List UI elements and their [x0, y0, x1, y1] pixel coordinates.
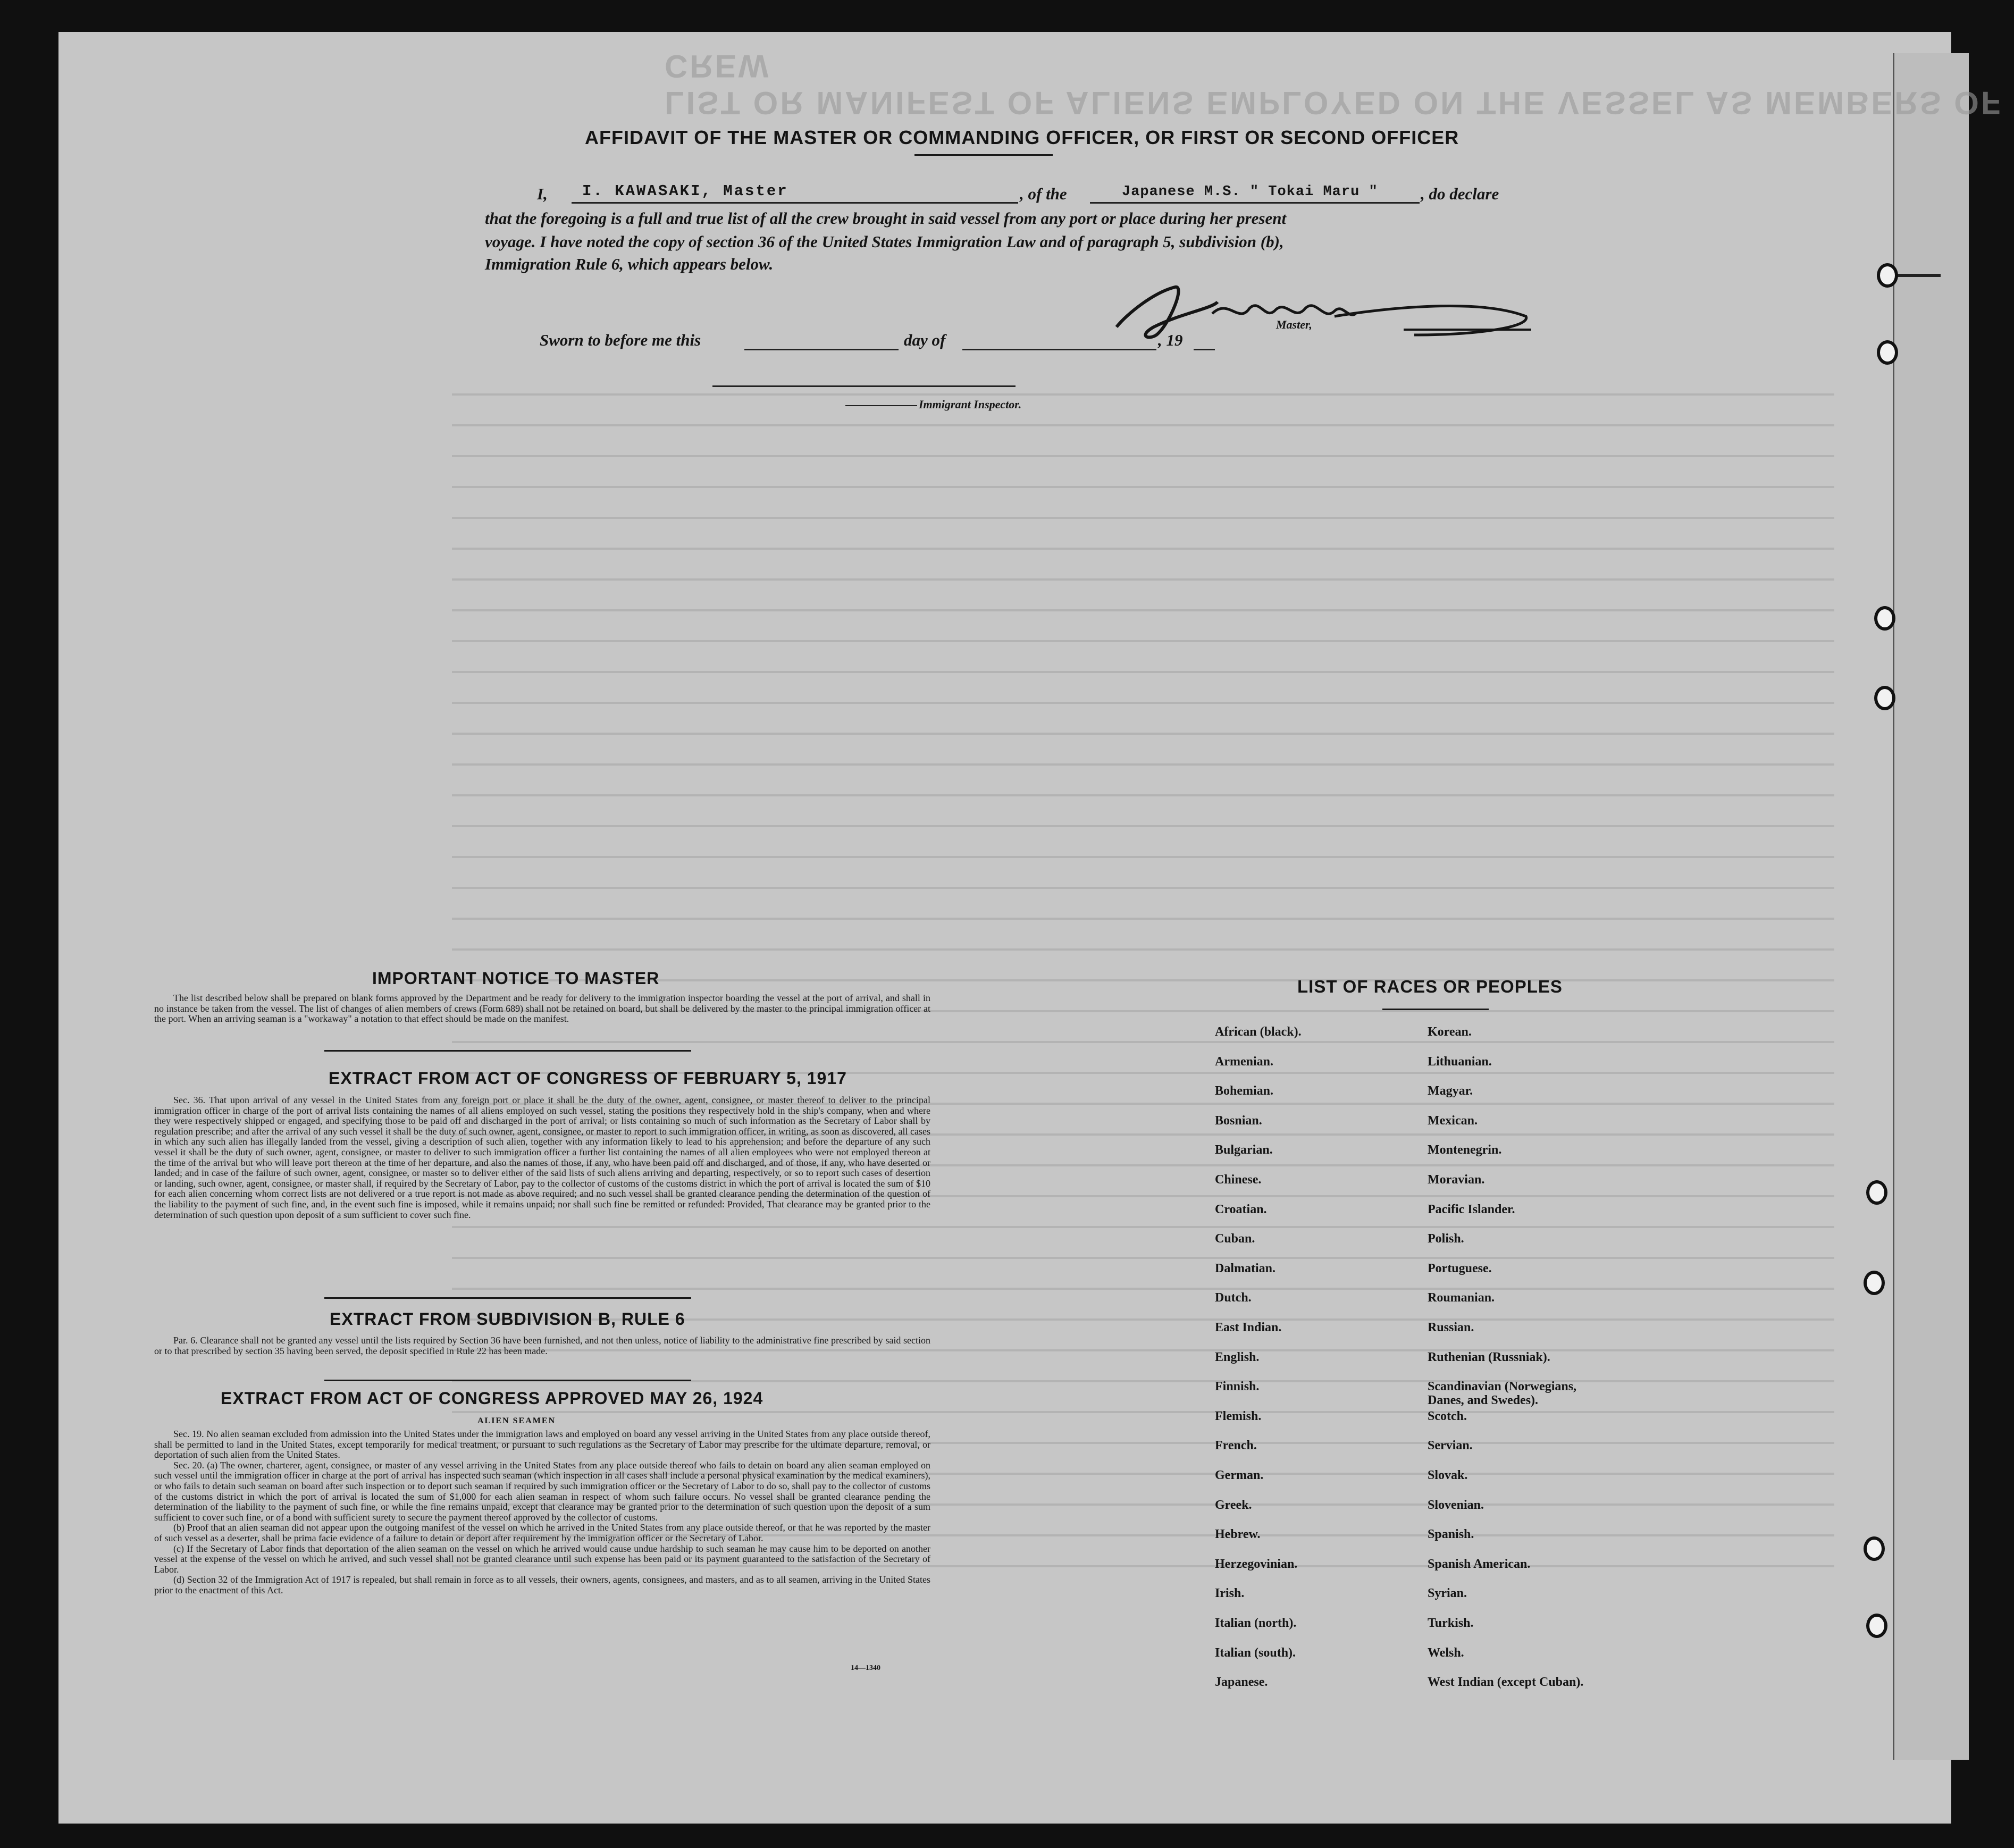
notice-text: The list described below shall be prepared on blank forms approved by the Department and be ready for delivery to the immigration inspector boarding the vessel at the port of arrival, and shall in no instance be taken from the vessel. The list of changes of alien members of crews (Form 689) shall not be retained on board, but shall be delivered by the master to the principal immigration officer at the port. When an arriving seaman is a "workaway" a notation to that effect should be made on the manifest. [154, 993, 930, 1024]
race-item: East Indian. [1215, 1321, 1282, 1334]
race-item: West Indian (except Cuban). [1428, 1675, 1584, 1690]
affidavit-i: I, [537, 184, 548, 203]
extract-1917-title: EXTRACT FROM ACT OF CONGRESS OF FEBRUARY 5, 1917 [329, 1069, 847, 1088]
inspector-dash [845, 405, 917, 406]
form-number: 14—1340 [851, 1664, 880, 1672]
race-item: Slovenian. [1428, 1498, 1484, 1512]
affidavit-title: AFFIDAVIT OF THE MASTER OR COMMANDING OFFICER, OR FIRST OR SECOND OFFICER [585, 127, 1459, 148]
sec-20b: (b) Proof that an alien seaman did not appear upon the outgoing manifest of the vessel on which he arrived in the United States from any place outside thereof, or that he was reported by the master of such vessel as a deserter, shall be prima facie evidence of a failure to detain or deport after requirement by the immigration officer or the Secretary of Labor. [154, 1522, 930, 1543]
sec-20a: Sec. 20. (a) The owner, charterer, agent, consignee, or master of any vessel arriving in the United States from any place outside thereof who fails to detain on board any alien seaman employed on such vessel until the immigration officer in charge at the port of arrival has inspected such seaman (which inspection in all cases shall include a personal physical examination by the medical examiners), or who fails to detain such seaman on board after such inspection or to deport such seaman if required by such immigration officer or the Secretary of Labor to do so, shall pay to the collector of customs of the customs district in which the port of arrival is located the sum of $1,000 for each alien seaman in respect of whom such failure occurs. No vessel shall be granted clearance pending the determination of the liability to the payment of such fine, or while the fine remains unpaid, except that clearance may be granted prior to the determination of such question upon the deposit of a sum sufficient to cover such fine, or of a bond with sufficient surety to secure the payment thereof approved by the collector of customs. [154, 1459, 930, 1523]
race-item: Slovak. [1428, 1468, 1468, 1482]
race-item: Bohemian. [1215, 1084, 1274, 1098]
master-name-line [572, 202, 1018, 204]
race-item: Irish. [1215, 1586, 1245, 1601]
section-rule [324, 1297, 691, 1299]
binding-hole [1866, 1614, 1887, 1638]
extract-rule6-title: EXTRACT FROM SUBDIVISION B, RULE 6 [330, 1309, 685, 1329]
race-item: Pacific Islander. [1428, 1202, 1515, 1216]
race-item: Montenegrin. [1428, 1143, 1502, 1157]
section-rule [324, 1050, 691, 1052]
race-item: Herzegovinian. [1215, 1557, 1298, 1571]
race-item: French. [1215, 1439, 1257, 1453]
races-rule [1382, 1009, 1489, 1010]
notice-title: IMPORTANT NOTICE TO MASTER [372, 969, 660, 988]
signature-caption: Master, [1276, 318, 1312, 331]
race-item: Scotch. [1428, 1409, 1467, 1423]
race-item: Ruthenian (Russniak). [1428, 1350, 1550, 1364]
races-title: LIST OF RACES OR PEOPLES [1297, 977, 1563, 996]
race-item: Servian. [1428, 1439, 1473, 1453]
adjacent-page-edge [1893, 53, 1969, 1760]
race-item: Spanish. [1428, 1527, 1474, 1542]
sec-20d: (d) Section 32 of the Immigration Act of 1917 is repealed, but shall remain in force as to all vessels, their owners, agents, consignees, and masters, and as to all seamen, arriving in the United States prior to the enactment of this Act. [154, 1574, 930, 1595]
sworn-label: Sworn to before me this [540, 331, 701, 349]
race-item: English. [1215, 1350, 1260, 1364]
affidavit-line-4: Immigration Rule 6, which appears below. [485, 255, 774, 273]
sworn-day-line [744, 349, 899, 350]
master-name: I. KAWASAKI, Master [582, 182, 788, 200]
binding-hole [1864, 1536, 1885, 1561]
race-item: Welsh. [1428, 1645, 1464, 1660]
race-item: Scandinavian (Norwegians, [1428, 1380, 1577, 1394]
inspector-label: Immigrant Inspector. [919, 398, 1022, 411]
race-item: Roumanian. [1428, 1291, 1495, 1305]
race-item: German. [1215, 1468, 1264, 1482]
vessel-name: Japanese M.S. " Tokai Maru " [1122, 184, 1378, 200]
alien-seamen-subtitle: ALIEN SEAMEN [477, 1416, 556, 1425]
race-item: Korean. [1428, 1025, 1472, 1039]
race-item: Italian (south). [1215, 1645, 1296, 1660]
race-item: Flemish. [1215, 1409, 1262, 1423]
race-item: Finnish. [1215, 1380, 1260, 1394]
section-rule [324, 1380, 691, 1381]
race-item: Russian. [1428, 1321, 1474, 1334]
binding-hole [1874, 686, 1895, 710]
race-item: Lithuanian. [1428, 1054, 1492, 1069]
day-of-label: day of [904, 331, 946, 349]
title-rule [914, 154, 1053, 156]
binding-hole [1877, 263, 1898, 288]
race-item: Turkish. [1428, 1616, 1474, 1630]
race-item: Greek. [1215, 1498, 1252, 1512]
race-item: Bulgarian. [1215, 1143, 1273, 1157]
inspector-signature-line [712, 385, 1016, 387]
extract-1924-title: EXTRACT FROM ACT OF CONGRESS APPROVED MAY 26, 1924 [221, 1389, 763, 1408]
extract-1917-text: Sec. 36. That upon arrival of any vessel in the United States from any foreign port or place it shall be the duty of the owner, agent, consignee, or master thereof to deliver to the principal immigration officer in charge of the port of arrival lists containing the names of all aliens employed on such vessel, stating the positions they respectively hold in the ship's company, when and where they were respectively shipped or engaged, and specifying those to be paid off and discharged in the port of arrival; or lists containing so much of such information as the Secretary of Labor shall by regulation prescribe; and after the arrival of any such vessel it shall be the duty of such owner, agent, consignee, or master to report to such immigration officer, in writing, as soon as discovered, all cases in which any such alien has illegally landed from the vessel, giving a description of such alien, together with any information likely to lead to his apprehension; and before the departure of any such vessel it shall be the duty of such owner, agent, consignee, or master to deliver to such immigration officer a further list containing the names of all alien employees who were not employed thereon at the time of the arrival but who will leave port thereon at the time of her departure, and also the names of those, if any, who have been paid off and discharged, and of those, if any, who have deserted or landed; and in case of the failure of such owner, agent, consignee, or master so to deliver either of the said lists of such aliens arriving and departing, respectively, or so to report such cases of desertion or landing, such owner, agent, consignee, or master shall, if required by the Secretary of Labor, pay to the collector of customs of the customs district in which the port of arrival is located the sum of $10 for each alien concerning whom correct lists are not delivered or a true report is not made as above required; and no such vessel shall be granted clearance pending the determination of the question of the liability to the payment of such fine, and, in the event such fine is imposed, while it remains unpaid; nor shall such fine be remitted or refunded: Provided, That clearance may be granted prior to the determination of such question upon deposit of a sum sufficient to cover such fine. [154, 1095, 930, 1220]
binding-hole [1874, 606, 1895, 631]
race-item: Croatian. [1215, 1202, 1267, 1216]
year-line [1194, 349, 1215, 350]
race-item: Dutch. [1215, 1291, 1252, 1305]
of-the-label: , of the [1020, 184, 1067, 203]
race-item: Magyar. [1428, 1084, 1473, 1098]
binding-hole [1877, 340, 1898, 365]
race-item: Cuban. [1215, 1232, 1255, 1246]
sec-19: Sec. 19. No alien seaman excluded from admission into the United States under the immigration laws and employed on board any vessel arriving in the United States from any place outside thereof, shall be permitted to land in the United States, except temporarily for medical treatment, or pursuant to such regulations as the Secretary of Labor may prescribe for the ultimate departure, removal, or deportation of such alien from the United States. [154, 1429, 930, 1460]
affidavit-line-3: voyage. I have noted the copy of section 36 of the United States Immigration Law and of paragraph 5, subdivision (b), [485, 232, 1284, 251]
race-item: Bosnian. [1215, 1113, 1262, 1128]
vessel-line [1090, 202, 1420, 204]
binding-hole [1864, 1271, 1885, 1295]
year-label: , 19 [1158, 331, 1183, 349]
race-item: Syrian. [1428, 1586, 1467, 1601]
race-item: Italian (north). [1215, 1616, 1297, 1630]
sworn-month-line [962, 349, 1156, 350]
race-item: Chinese. [1215, 1173, 1262, 1187]
sec-20c: (c) If the Secretary of Labor finds that deportation of the alien seaman on the vessel on which he arrived would cause undue hardship to such seaman he may cause him to be deported on another vessel at the expense of the vessel on which he arrived, and such vessel shall not be granted clearance until such expense has been paid or its payment guaranteed to the satisfaction of the Secretary of Labor. [154, 1543, 930, 1575]
declare-label: , do declare [1421, 184, 1499, 203]
race-item: Hebrew. [1215, 1527, 1261, 1542]
binding-hole [1866, 1180, 1887, 1205]
extract-rule6-text: Par. 6. Clearance shall not be granted any vessel until the lists required by Section 36 have been furnished, and not then unless, notice of liability to the administrative fine prescribed by said section or to that prescribed by section 35 having been served, the deposit specified in Rule 22 has been made. [154, 1335, 930, 1356]
race-item: Polish. [1428, 1232, 1464, 1246]
extract-1924-text [154, 1429, 930, 1596]
affidavit-line-2: that the foregoing is a full and true list of all the crew brought in said vessel from any port or place during her present [485, 209, 1287, 228]
race-item: Mexican. [1428, 1113, 1478, 1128]
race-item: Japanese. [1215, 1675, 1268, 1690]
race-item: Spanish American. [1428, 1557, 1531, 1571]
race-item: Dalmatian. [1215, 1261, 1275, 1275]
race-item: Moravian. [1428, 1173, 1485, 1187]
race-item: Danes, and Swedes). [1428, 1393, 1539, 1408]
bleed-through-heading: LIST OR MANIFEST OF ALIENS EMPLOYED ON THE VESSEL AS MEMBERS OF CREW [665, 48, 2003, 121]
race-item: Armenian. [1215, 1054, 1273, 1069]
race-item: Portuguese. [1428, 1261, 1492, 1275]
race-item: African (black). [1215, 1025, 1302, 1039]
